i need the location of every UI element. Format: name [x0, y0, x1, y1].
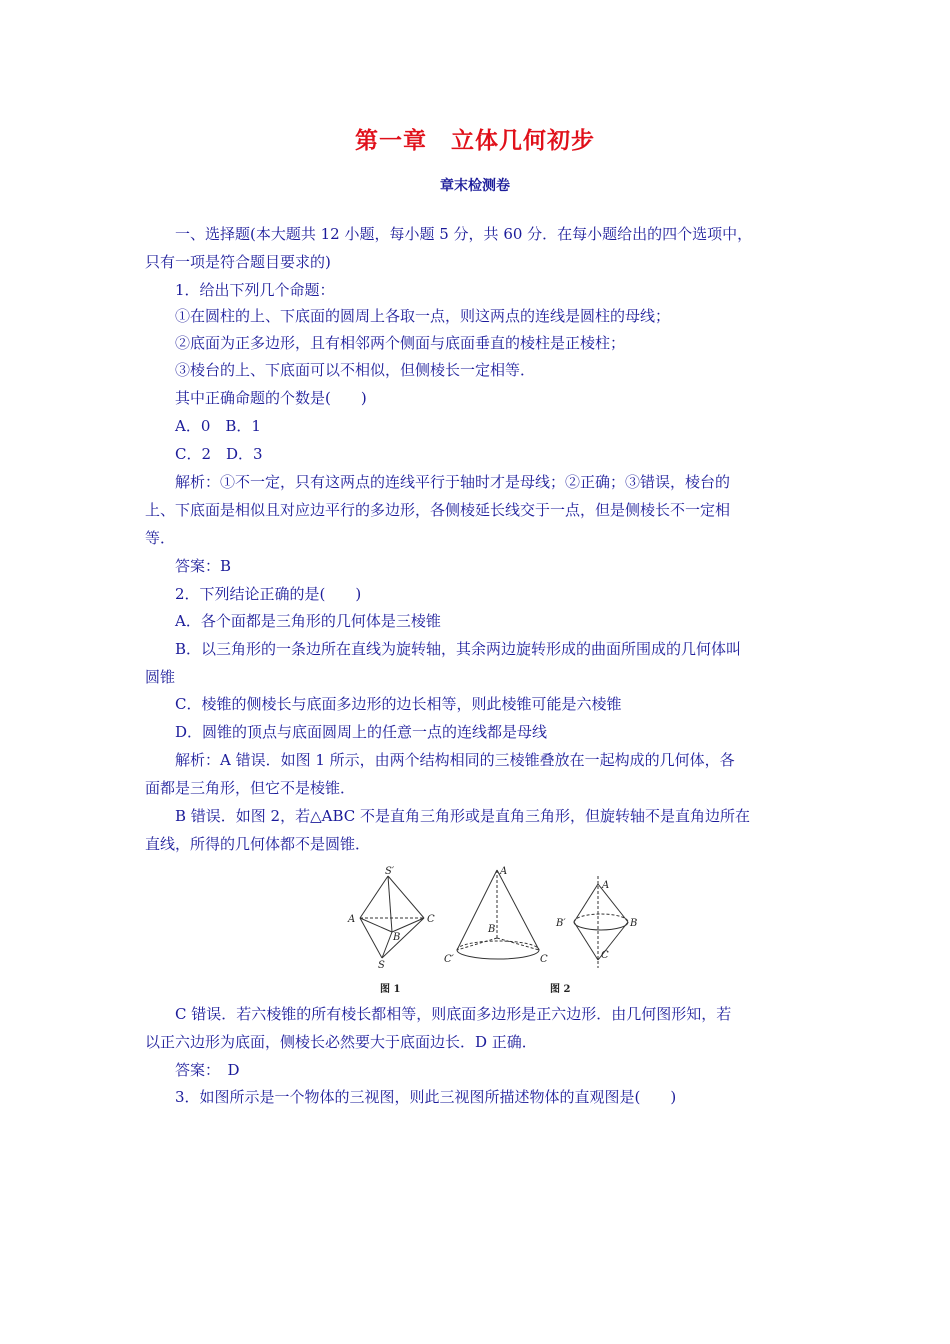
question-2-analysis-b: B 错误．如图 2，若△ABC 不是直角三角形或是直角三角形，但旋转轴不是直角边所在	[175, 807, 751, 825]
section-subtitle: 章末检测卷	[440, 178, 510, 194]
fig1-label-bottom: S	[378, 960, 385, 971]
fig1-label-left: A	[348, 914, 356, 925]
fig2-cone-label-right: C	[540, 954, 548, 965]
section-intro: 一、选择题(本大题共 12 小题，每小题 5 分，共 60 分．在每小题给出的四个选项中，	[175, 225, 753, 243]
question-2-analysis-a-cont: 面都是三角形，但它不是棱锥．	[145, 779, 356, 797]
question-2-option-d: D．圆锥的顶点与底面圆周上的任意一点的连线都是母线	[175, 723, 548, 741]
question-2-option-c: C．棱锥的侧棱长与底面多边形的边长相等，则此棱锥可能是六棱锥	[175, 695, 622, 713]
fig1-label-top: S′	[385, 866, 395, 877]
question-2-analysis-b-cont: 直线，所得的几何体都不是圆锥．	[145, 835, 371, 853]
question-1-analysis-end: 等．	[145, 529, 176, 547]
figure-2-caption: 图 2	[550, 984, 571, 995]
question-2-option-a: A．各个面都是三角形的几何体是三棱锥	[175, 612, 441, 630]
figure-1-double-pyramid	[340, 862, 440, 997]
question-3-stem: 3．如图所示是一个物体的三视图，则此三视图所描述物体的直观图是( )	[175, 1088, 677, 1106]
figure-1-caption: 图 1	[380, 984, 401, 995]
question-2-analysis-a: 解析：A 错误．如图 1 所示，由两个结构相同的三棱锥叠放在一起构成的几何体，各	[175, 751, 735, 769]
question-1-options-ab: A．0 B．1	[175, 417, 261, 435]
question-2-analysis-c-cont: 以正六边形为底面，侧棱长必然要大于底面边长．D 正确．	[145, 1033, 537, 1051]
question-1-answer: 答案：B	[175, 557, 232, 575]
question-1-analysis: 解析：①不一定，只有这两点的连线平行于轴时才是母线；②正确；③错误，棱台的	[175, 473, 731, 491]
fig2-cone-label-left: C′	[444, 954, 454, 965]
fig1-label-right: C	[427, 914, 435, 925]
chapter-title: 第一章 立体几何初步	[355, 128, 595, 154]
fig2-double-label-right: B	[630, 918, 638, 929]
proposition-1: ①在圆柱的上、下底面的圆周上各取一点，则这两点的连线是圆柱的母线；	[175, 307, 671, 325]
proposition-3: ③棱台的上、下底面可以不相似，但侧棱长一定相等．	[175, 361, 536, 379]
figure-2-cone	[442, 862, 552, 972]
fig2-double-label-bottom: C	[601, 950, 609, 961]
question-2-option-b-cont: 圆锥	[145, 668, 176, 686]
question-1-options-cd: C．2 D．3	[175, 445, 263, 463]
question-1-stem: 1．给出下列几个命题：	[175, 281, 335, 299]
question-2-stem: 2．下列结论正确的是( )	[175, 585, 362, 603]
question-2-option-b: B．以三角形的一条边所在直线为旋转轴，其余两边旋转形成的曲面所围成的几何体叫	[175, 640, 742, 658]
question-1-ask: 其中正确命题的个数是( )	[175, 389, 367, 407]
question-2-analysis-c: C 错误．若六棱锥的所有棱长都相等，则底面多边形是正六边形．由几何图形知，若	[175, 1005, 732, 1023]
fig1-label-mid: B	[393, 932, 401, 943]
question-1-analysis-cont: 上、下底面是相似且对应边平行的多边形，各侧棱延长线交于一点，但是侧棱长不一定相	[145, 501, 731, 519]
section-intro-cont: 只有一项是符合题目要求的)	[145, 253, 331, 271]
fig2-cone-label-inner: B	[488, 924, 496, 935]
fig2-cone-label-apex: A	[500, 866, 508, 877]
fig2-double-label-left: B′	[556, 918, 566, 929]
fig2-double-label-top: A	[602, 880, 610, 891]
figure-group	[340, 862, 640, 1000]
question-2-answer: 答案： D	[175, 1061, 240, 1079]
figure-2-double-cone	[550, 862, 642, 997]
proposition-2: ②底面为正多边形，且有相邻两个侧面与底面垂直的棱柱是正棱柱；	[175, 334, 626, 352]
